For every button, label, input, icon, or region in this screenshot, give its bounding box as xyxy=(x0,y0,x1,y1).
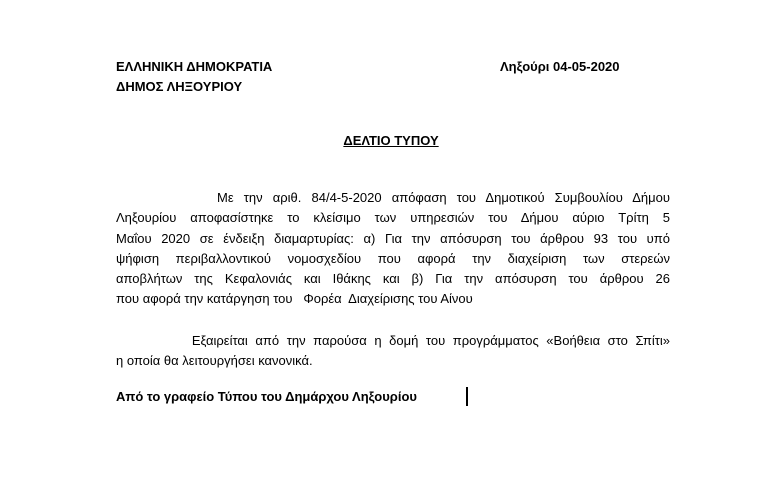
paragraph-1-line: που αφορά την κατάργηση του Φορέα Διαχείρισης του Αίνου xyxy=(116,291,473,307)
paragraph-1-line: αποβλήτων της Κεφαλονιάς και Ιθάκης και β) Για την απόσυρση του άρθρου 26 xyxy=(116,271,670,287)
place-date: Ληξούρι 04-05-2020 xyxy=(500,59,620,74)
paragraph-1-line: Ληξουρίου αποφασίστηκε το κλείσιμο των υπηρεσιών του Δήμου αύριο Τρίτη 5 xyxy=(116,210,670,226)
paragraph-1-line: Με την αριθ. 84/4-5-2020 απόφαση του Δημοτικού Συμβουλίου Δήμου xyxy=(116,190,670,205)
text-cursor xyxy=(466,387,468,406)
paragraph-2-line: Εξαιρείται από την παρούσα η δομή του προγράμματος «Βοήθεια στο Σπίτι» xyxy=(116,333,670,348)
paragraph-1 xyxy=(116,188,670,310)
header-left xyxy=(116,57,272,97)
signature: Από το γραφείο Τύπου του Δημάρχου Ληξουρίου xyxy=(116,389,417,404)
country-name: ΕΛΛΗΝΙΚΗ ΔΗΜΟΚΡΑΤΙΑ xyxy=(116,59,273,74)
paragraph-1-line: ψήφιση περιβαλλοντικού νομοσχεδίου που αφορά την διαχείριση των στερεών xyxy=(116,250,670,266)
municipality-name: ΔΗΜΟΣ ΛΗΞΟΥΡΙΟΥ xyxy=(116,79,243,94)
paragraph-2 xyxy=(116,331,670,372)
paragraph-1-line: Μαΐου 2020 σε ένδειξη διαμαρτυρίας: α) Για την απόσυρση του άρθρου 93 του υπό xyxy=(116,230,670,246)
document-title: ΔΕΛΤΙΟ ΤΥΠΟΥ xyxy=(343,133,439,148)
paragraph-2-line: η οποία θα λειτουργήσει κανονικά. xyxy=(116,353,313,369)
